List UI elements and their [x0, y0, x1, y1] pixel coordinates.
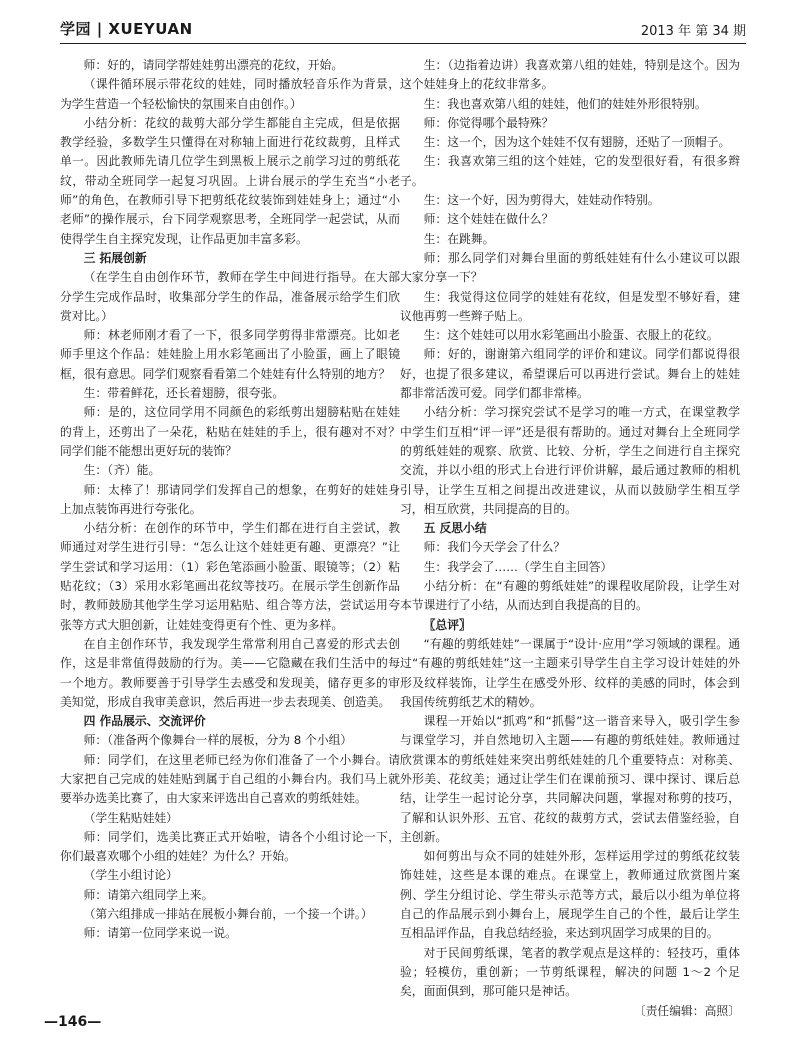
right-column	[400, 56, 740, 1021]
paragraph: 生：带着鲜花，还长着翅膀，很夸张。	[83, 386, 285, 401]
paragraph: 师：太棒了！那请同学们发挥自己的想象，在剪好的娃娃身上加点装饰再进行夸张化。	[60, 482, 400, 516]
paragraph: 师：我们今天学会了什么？	[423, 540, 566, 555]
paragraph: 师：好的，请同学帮娃娃剪出漂亮的花纹，开始。	[83, 58, 344, 72]
section-heading: 四 作品展示、交流评价	[83, 714, 206, 729]
paragraph: 在自主创作环节，我发现学生常常利用自己喜爱的形式去创作，这是非常值得鼓励的行为。美——它隐藏在我们生活中的每一个地方。教师要善于引导学生去感受和发现美，储存更多的审美知觉，形成自我审美意识，然后再进一步去表现美、创造美。	[60, 636, 400, 709]
paragraph: 师：好的，谢谢第六组同学的评价和建议。同学们都说得很好，也提了很多建议，希望课后可以再进行尝试。舞台上的娃娃都非常活泼可爱。同学们都非常棒。	[400, 347, 740, 401]
issue-number: 2013 年 第 34 期	[640, 24, 746, 39]
paragraph: 如何剪出与众不同的娃娃外形，怎样运用学过的剪纸花纹装饰娃娃，这些是本课的难点。在课堂上，教师通过欣赏图片案例、学生分组讨论、学生带头示范等方式，最后以小组为单位将自己的作品展示到小舞台上，展现学生自己的个性，最后让学生互相品评作品，自我总结经验，来达到巩固学习成果的目的。	[400, 849, 740, 941]
paragraph: （学生粘贴娃娃）	[83, 810, 178, 825]
paragraph: （学生小组讨论）	[83, 868, 178, 883]
paragraph: “有趣的剪纸娃娃”一课属于“设计·应用”学习领域的课程。通过“有趣的剪纸娃娃”这一主题来引导学生自主学习设计娃娃的外形及纹样装饰，让学生在感受外形、纹样的美感的同时，体会到我国传统剪纸艺术的精妙。	[400, 636, 740, 709]
paragraph: 师：林老师刚才看了一下，很多同学剪得非常漂亮。比如老师手里这个作品：娃娃脸上用水彩笔画出了小脸蛋，画上了眼镜框，很有意思。同学们观察看看第二个娃娃有什么特别的地方？	[60, 328, 400, 381]
paragraph: 生：我觉得这位同学的娃娃有花纹，但是发型不够好看，建议他再剪一些辫子贴上。	[400, 289, 740, 323]
section-heading: 三 拓展创新	[83, 250, 147, 265]
paragraph: 师：那么同学们对舞台里面的剪纸娃娃有什么小建议可以跟大家分享一下？	[400, 250, 740, 285]
paragraph: 师：（准备两个像舞台一样的展板，分为 8 个小组）	[83, 733, 353, 748]
paragraph: 生：我学会了……（学生自主回答）	[423, 559, 613, 574]
left-column	[60, 56, 400, 944]
review-heading: 〖总评〗	[423, 617, 471, 632]
paragraph: 师：请第六组同学上来。	[83, 887, 214, 902]
paragraph: 生：这一个，因为这个娃娃不仅有翅膀，还贴了一顶帽子。	[423, 135, 731, 150]
paragraph: 师：同学们，在这里老师已经为你们准备了一个小舞台。请大家把自己完成的娃娃贴到属于自己组的小舞台内。我们马上就要举办选美比赛了，由大家来评选出自己喜欢的剪纸娃娃。	[60, 752, 400, 806]
paragraph: 生：这一个好，因为剪得大，娃娃动作特别。	[423, 193, 660, 208]
section-heading: 五 反思小结	[423, 521, 487, 536]
paragraph: （在学生自由创作环节，教师在学生中间进行指导。在大部分学生完成作品时，收集部分学生的作品，准备展示给学生们欣赏对比。）	[60, 270, 400, 323]
paragraph: 小结分析：学习探究尝试不是学习的唯一方式，在课堂教学中学生们互相“评一评”还是很有帮助的。通过对舞台上全班同学的剪纸娃娃的观察、欣赏、比较、分析，学生之间进行自主探究交流，并以小组的形式上台进行评价讲解，最后通过教师的相机引导，让学生互相之间提出改进建议，从而以鼓励学生相互学习，相互欣赏，共同提高的目的。	[400, 405, 740, 516]
paragraph: 对于民间剪纸课，笔者的教学观点是这样的：轻技巧，重体验；轻模仿，重创新；一节剪纸课程，解决的问题 1～2 个足矣，面面俱到，那可能只是神话。	[400, 945, 740, 999]
paragraph: 生：这个娃娃可以用水彩笔画出小脸蛋、衣服上的花纹。	[423, 328, 719, 343]
journal-brand: 学园 | XUEYUAN	[60, 20, 193, 38]
paragraph: 师：请第一位同学来说一说。	[83, 926, 237, 941]
paragraph: 师：同学们，选美比赛正式开始啦，请各个小组讨论一下，你们最喜欢哪个小组的娃娃？为什么？开始。	[60, 829, 400, 864]
page-number: —146—	[44, 1014, 102, 1030]
paragraph: 生：在跳舞。	[423, 231, 495, 246]
paragraph: 师：这个娃娃在做什么？	[423, 212, 554, 227]
paragraph: 生：我也喜欢第八组的娃娃，他们的娃娃外形很特别。	[423, 96, 707, 111]
paragraph: 师：是的，这位同学用不同颜色的彩纸剪出翅膀粘贴在娃娃的背上，还剪出了一朵花，粘贴在娃娃的手上，很有趣对不对？同学们能不能想出更好玩的装饰？	[60, 405, 400, 458]
paragraph: 师：你觉得哪个最特殊？	[423, 115, 554, 130]
paragraph: 小结分析：在创作的环节中，学生们都在进行自主尝试，教师通过对学生进行引导：“怎么让这个娃娃更有趣、更漂亮？”让学生尝试和学习运用：（1）彩色笔添画小脸蛋、眼镜等；（2）粘贴花纹；（3）采用水彩笔画出花纹等技巧。在展示学生创新作品时，教师鼓励其他学生学习运用粘贴、组合等方法，尝试运用夸张等方式大胆创新，让娃娃变得更有个性、更为多样。	[60, 521, 400, 632]
editor-credit: 〔责任编辑：高照〕	[633, 1003, 740, 1018]
paragraph: 小结分析：花纹的裁剪大部分学生都能自主完成，但是依据教学经验，多数学生只懂得在对称轴上面进行花纹裁剪，且样式单一。因此教师先请几位学生到黑板上展示之前学习过的剪纸花纹，带动全班同学一起复习巩固。上讲台展示的学生充当“小老师”的角色，在教师引导下把剪纸花纹装饰到娃娃身上；通过“小老师”的操作展示，台下同学观察思考，全班同学一起尝试，从而使得学生自主探究发现，让作品更加丰富多彩。	[60, 115, 400, 246]
paragraph: 生：（齐）能。	[83, 463, 161, 478]
paragraph: 课程一开始以“抓鸡”和“抓髻”这一谐音来导入，吸引学生参与课堂学习，并自然地切入主题——有趣的剪纸娃娃。教师通过欣赏课本的剪纸娃娃来突出剪纸娃娃的几个重要特点：对称美、外形美、花纹美；通过让学生们在课前预习、课中探讨、课后总结，让学生一起讨论分享，共同解决问题，掌握对称剪的技巧，了解和认识外形、五官、花纹的裁剪方式，尝试去借鉴经验，自主创新。	[400, 714, 740, 844]
paragraph: 生：（边指着边讲）我喜欢第八组的娃娃，特别是这个。因为这个娃娃身上的花纹非常多。	[400, 58, 740, 92]
paragraph: （课件循环展示带花纹的娃娃，同时播放轻音乐作为背景，为学生营造一个轻松愉快的氛围来自由创作。）	[60, 77, 400, 111]
page-header	[60, 14, 746, 44]
paragraph: 小结分析：在“有趣的剪纸娃娃”的课程收尾阶段，让学生对本节课进行了小结，从而达到自我提高的目的。	[400, 579, 740, 613]
paragraph: （第六组排成一排站在展板小舞台前，一个接一个讲。）	[83, 907, 373, 922]
paragraph: 生：我喜欢第三组的这个娃娃，它的发型很好看，有很多辫子。	[400, 154, 740, 188]
